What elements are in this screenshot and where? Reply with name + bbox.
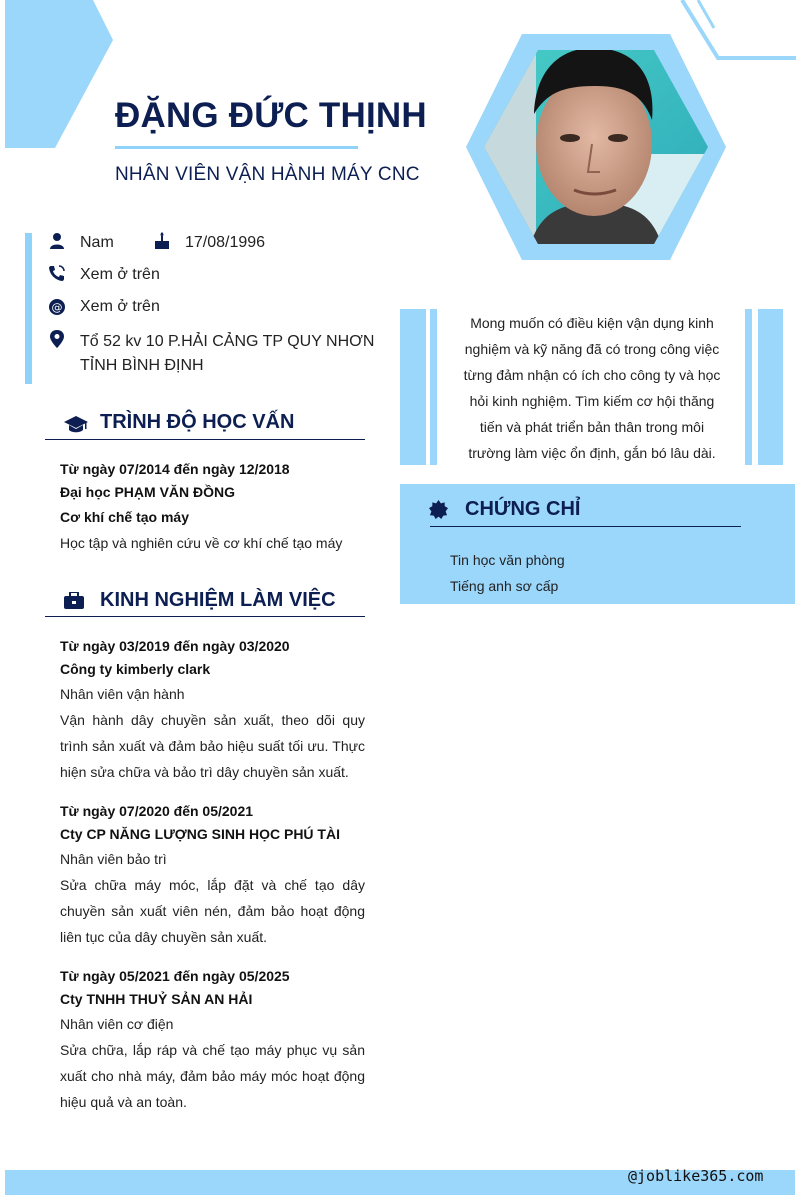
name-underline <box>115 146 358 149</box>
education-major: Cơ khí chế tạo máy <box>60 509 189 525</box>
experience-2-period: Từ ngày 07/2020 đến 05/2021 <box>60 803 254 819</box>
experience-1-description: Vận hành dây chuyền sản xuất, theo dõi quy trình sản xuất và đảm bảo hiệu suất tối ưu. Thực hiện sửa chữa và bảo trì dây chuyền sản xuất. <box>60 712 365 780</box>
phone-icon <box>48 264 66 282</box>
experience-2-description: Sửa chữa máy móc, lắp đặt và chế tạo dây chuyền sản xuất viên nén, đảm bảo hoạt động liên tục của dây chuyền sản xuất. <box>60 877 365 945</box>
education-divider <box>45 439 365 440</box>
job-title: NHÂN VIÊN VẬN HÀNH MÁY CNC <box>115 164 420 185</box>
experience-2-company: Cty CP NĂNG LƯỢNG SINH HỌC PHÚ TÀI <box>60 826 340 842</box>
person-icon <box>48 232 66 250</box>
experience-1-company: Công ty kimberly clark <box>60 661 211 677</box>
experience-1-position: Nhân viên vận hành <box>60 686 185 702</box>
footer-handle: @joblike365.com <box>628 1167 764 1185</box>
email-value: Xem ở trên <box>80 298 160 315</box>
certificate-badge-icon <box>429 500 448 519</box>
education-school: Đại học PHẠM VĂN ĐỒNG <box>60 484 236 500</box>
career-objective: Mong muốn có điều kiện vận dụng kinh nghiệm và kỹ năng đã có trong công việc từng đảm nhận có ích cho công ty và học hỏi kinh nghiệm. Tìm kiếm cơ hội thăng tiến và phát triển bản thân trong môi trường làm việc ổn định, gắn bó lâu dài. <box>463 315 721 461</box>
contact-accent-bar <box>25 233 32 384</box>
address-value: Tổ 52 kv 10 P.HẢI CẢNG TP QUY NHƠN TỈNH BÌNH ĐỊNH <box>80 333 375 374</box>
birthday-cake-icon <box>153 232 171 250</box>
email-at-icon <box>48 298 66 316</box>
experience-2-position: Nhân viên bảo trì <box>60 851 167 867</box>
svg-text:@: @ <box>51 301 63 314</box>
experience-divider <box>45 616 365 617</box>
gender-value: Nam <box>80 234 114 251</box>
certificates-section-title: CHỨNG CHỈ <box>465 498 581 520</box>
experience-3-position: Nhân viên cơ điện <box>60 1016 174 1032</box>
certificates-divider <box>430 526 741 527</box>
experience-1-period: Từ ngày 03/2019 đến ngày 03/2020 <box>60 638 290 654</box>
education-period: Từ ngày 07/2014 đến ngày 12/2018 <box>60 461 290 477</box>
profile-photo <box>466 34 726 260</box>
experience-3-company: Cty TNHH THUỶ SẢN AN HẢI <box>60 991 253 1007</box>
phone-value: Xem ở trên <box>80 266 160 283</box>
certificate-item: Tiếng anh sơ cấp <box>450 578 559 594</box>
briefcase-icon <box>64 592 84 610</box>
certificate-item: Tin học văn phòng <box>450 552 565 568</box>
experience-3-description: Sửa chữa, lắp ráp và chế tạo máy phục vụ sản xuất cho nhà máy, đảm bảo máy móc hoạt động hiệu quả và an toàn. <box>60 1042 365 1110</box>
birthday-value: 17/08/1996 <box>185 234 266 251</box>
experience-3-period: Từ ngày 05/2021 đến ngày 05/2025 <box>60 968 290 984</box>
candidate-name: ĐẶNG ĐỨC THỊNH <box>115 96 427 135</box>
location-pin-icon <box>48 330 66 348</box>
graduation-cap-icon <box>64 414 88 434</box>
education-section-title: TRÌNH ĐỘ HỌC VẤN <box>100 411 295 433</box>
decorative-shape-top-left <box>5 0 113 148</box>
experience-section-title: KINH NGHIỆM LÀM VIỆC <box>100 589 336 611</box>
education-description: Học tập và nghiên cứu về cơ khí chế tạo máy <box>60 535 343 551</box>
